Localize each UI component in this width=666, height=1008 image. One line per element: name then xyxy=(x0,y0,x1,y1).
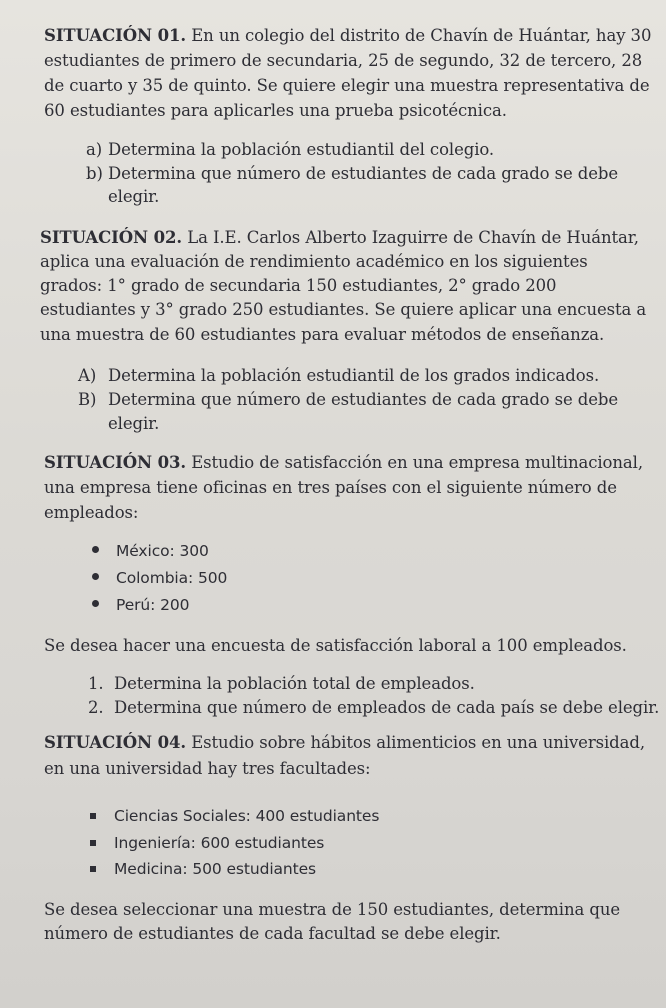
s1-item-b-text-2: elegir. xyxy=(108,187,160,206)
s4-bullet-2-square xyxy=(90,840,96,846)
s2-line-1-text: La I.E. Carlos Alberto Izaguirre de Chavín de Huántar, xyxy=(182,228,639,247)
s4-line-4: número de estudiantes de cada facultad se debe elegir. xyxy=(44,924,501,943)
s3-line-3: empleados: xyxy=(44,503,139,522)
s4-line-1-text: Estudio sobre hábitos alimenticios en una universidad, xyxy=(186,733,645,752)
s1-line-1-text: En un colegio del distrito de Chavín de Huántar, hay 30 xyxy=(186,26,652,45)
s1-line-3: de cuarto y 35 de quinto. Se quiere elegir una muestra representativa de xyxy=(44,76,650,95)
s3-question-1-text: Determina la población total de empleados. xyxy=(114,674,475,693)
s3-bullet-3-dot xyxy=(92,600,99,607)
s2-item-b-marker: B) xyxy=(78,390,97,409)
s1-item-b xyxy=(86,164,103,184)
s3-line-2: una empresa tiene oficinas en tres países con el siguiente número de xyxy=(44,478,617,497)
s2-item-a-marker: A) xyxy=(78,366,97,385)
s3-question-2-text: Determina que número de empleados de cada país se debe elegir. xyxy=(114,698,660,717)
s1-item-a xyxy=(86,140,102,160)
s4-bullet-1: Ciencias Sociales: 400 estudiantes xyxy=(114,807,380,825)
s3-bullet-2: Colombia: 500 xyxy=(116,569,228,587)
s4-bullet-1-square xyxy=(90,813,96,819)
s2-line-2: aplica una evaluación de rendimiento académico en los siguientes xyxy=(40,252,588,271)
s3-bullet-3: Perú: 200 xyxy=(116,596,190,614)
s2-item-b-text: Determina que número de estudiantes de cada grado se debe xyxy=(108,390,619,409)
s1-line-1 xyxy=(44,26,651,46)
s3-question-2-marker: 2. xyxy=(88,698,104,717)
s3-line-1-text: Estudio de satisfacción en una empresa multinacional, xyxy=(186,453,643,472)
s2-line-1 xyxy=(40,228,639,248)
s4-title: SITUACIÓN 04. xyxy=(44,733,187,752)
s4-bullet-3-square xyxy=(90,866,96,872)
s4-line-2: en una universidad hay tres facultades: xyxy=(44,759,371,778)
s4-bullet-3: Medicina: 500 estudiantes xyxy=(114,860,317,878)
s1-title: SITUACIÓN 01. xyxy=(44,26,187,45)
s3-bullet-1-dot xyxy=(92,546,99,553)
s2-line-4: estudiantes y 3° grado 250 estudiantes. Se quiere aplicar una encuesta a xyxy=(40,300,647,319)
s4-line-3: Se desea seleccionar una muestra de 150 estudiantes, determina que xyxy=(44,900,621,919)
s2-title: SITUACIÓN 02. xyxy=(40,228,183,247)
s1-line-4: 60 estudiantes para aplicarles una prueba psicotécnica. xyxy=(44,101,507,120)
s3-bullet-2-dot xyxy=(92,573,99,580)
s2-item-b-text-2: elegir. xyxy=(108,414,160,433)
s3-question-1-marker: 1. xyxy=(88,674,104,693)
s3-title: SITUACIÓN 03. xyxy=(44,453,187,472)
s2-line-5: una muestra de 60 estudiantes para evaluar métodos de enseñanza. xyxy=(40,325,605,344)
s1-item-b-marker: b) xyxy=(86,164,103,183)
s4-line-1 xyxy=(44,733,645,753)
s4-bullet-2: Ingeniería: 600 estudiantes xyxy=(114,834,325,852)
s3-bullet-1: México: 300 xyxy=(116,542,209,560)
s1-item-b-text: Determina que número de estudiantes de cada grado se debe xyxy=(108,164,619,183)
s3-line-1 xyxy=(44,453,643,473)
s2-line-3: grados: 1° grado de secundaria 150 estudiantes, 2° grado 200 xyxy=(40,276,557,295)
s3-line-4: Se desea hacer una encuesta de satisfacción laboral a 100 empleados. xyxy=(44,636,627,655)
s1-line-2: estudiantes de primero de secundaria, 25 de segundo, 32 de tercero, 28 xyxy=(44,51,643,70)
s2-item-a-text: Determina la población estudiantil de los grados indicados. xyxy=(108,366,600,385)
s1-item-a-text: Determina la población estudiantil del colegio. xyxy=(108,140,495,159)
s1-item-a-marker: a) xyxy=(86,140,103,159)
